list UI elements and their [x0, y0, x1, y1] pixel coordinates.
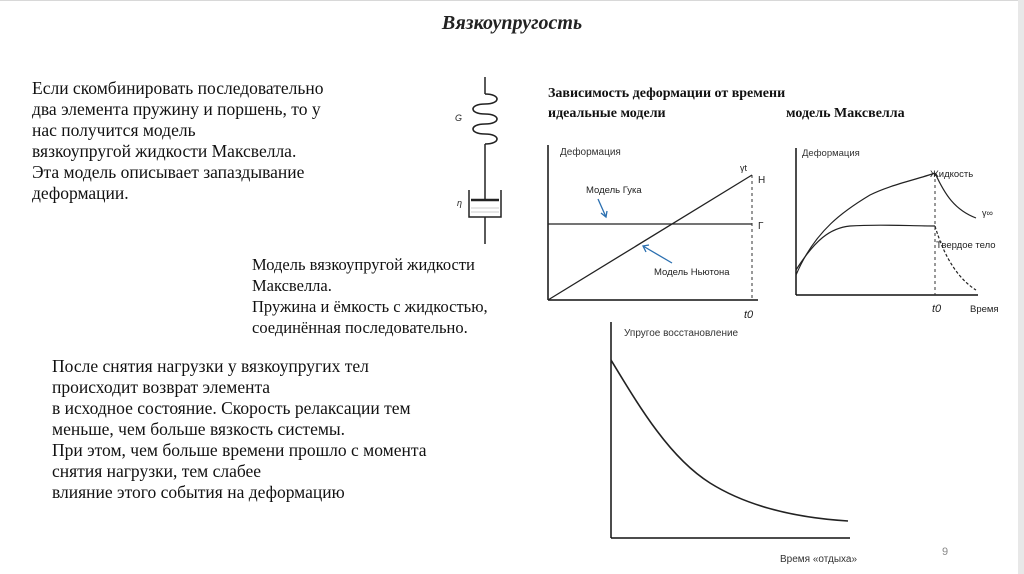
y-axis-label: Упругое восстановление [624, 328, 739, 339]
chart-maxwell-model [790, 140, 1015, 320]
graphs-header-line1: Зависимость деформации от времени [548, 86, 786, 101]
x-tick-t0: t0 [932, 303, 942, 315]
x-axis-label: Время «отдыха» [780, 554, 858, 565]
model-caption: Модель вязкоупругой жидкости Максвелла. Пружина и ёмкость с жидкостью, соединённая последовательно. [252, 255, 488, 337]
series-line-solid-rise [796, 225, 935, 270]
series-line-newton [548, 175, 752, 300]
chart-elastic-recovery [600, 318, 900, 572]
graphs-header-maxwell: модель Максвелла [786, 106, 905, 121]
x-axis-label: Время [970, 304, 999, 315]
spring-label: G [455, 113, 463, 123]
series-line-recovery [611, 360, 848, 521]
chart-ideal-models [540, 135, 790, 325]
newton-end-label: Н [758, 175, 766, 186]
spring-icon [473, 94, 497, 144]
series-line-liquid-rise [796, 173, 935, 275]
annotation-hooke: Модель Гука [586, 185, 642, 196]
intro-paragraph: Если скомбинировать последовательно два элемента пружину и поршень, то у нас получится модель вязкоупругой жидкости Максвелла. Эта модель описывает запаздывание деформации. [32, 78, 324, 203]
y-axis-label: Деформация [560, 147, 621, 158]
annotation-newton: Модель Ньютона [654, 267, 730, 278]
x-tick-t0: t0 [744, 309, 754, 321]
maxwell-model-diagram [445, 72, 525, 252]
slide-title: Вязкоупругость [441, 12, 583, 34]
graphs-header-ideal: идеальные модели [548, 106, 666, 121]
annotation-liquid: Жидкость [930, 169, 974, 180]
annotation-gamma-t: γt [740, 163, 748, 173]
dashpot-label: η [457, 198, 462, 208]
newton-pointer-arrow [643, 246, 672, 263]
annotation-gamma-inf: γ∞ [982, 208, 993, 218]
page-number: 9 [942, 546, 949, 558]
right-edge-strip [1018, 0, 1024, 574]
annotation-solid: Твердое тело [936, 240, 996, 251]
hooke-end-label: Г [758, 221, 764, 232]
relaxation-paragraph: После снятия нагрузки у вязкоупругих тел происходит возврат элемента в исходное состояние. Скорость релаксации тем меньше, чем больше вязкость системы. При этом, чем больше времени прошло с момента снятия нагрузки, тем слабее влияние этого события на деформацию [52, 356, 427, 502]
series-line-solid-decay [935, 226, 976, 290]
y-axis-label: Деформация [802, 148, 860, 159]
top-border [0, 0, 1024, 1]
